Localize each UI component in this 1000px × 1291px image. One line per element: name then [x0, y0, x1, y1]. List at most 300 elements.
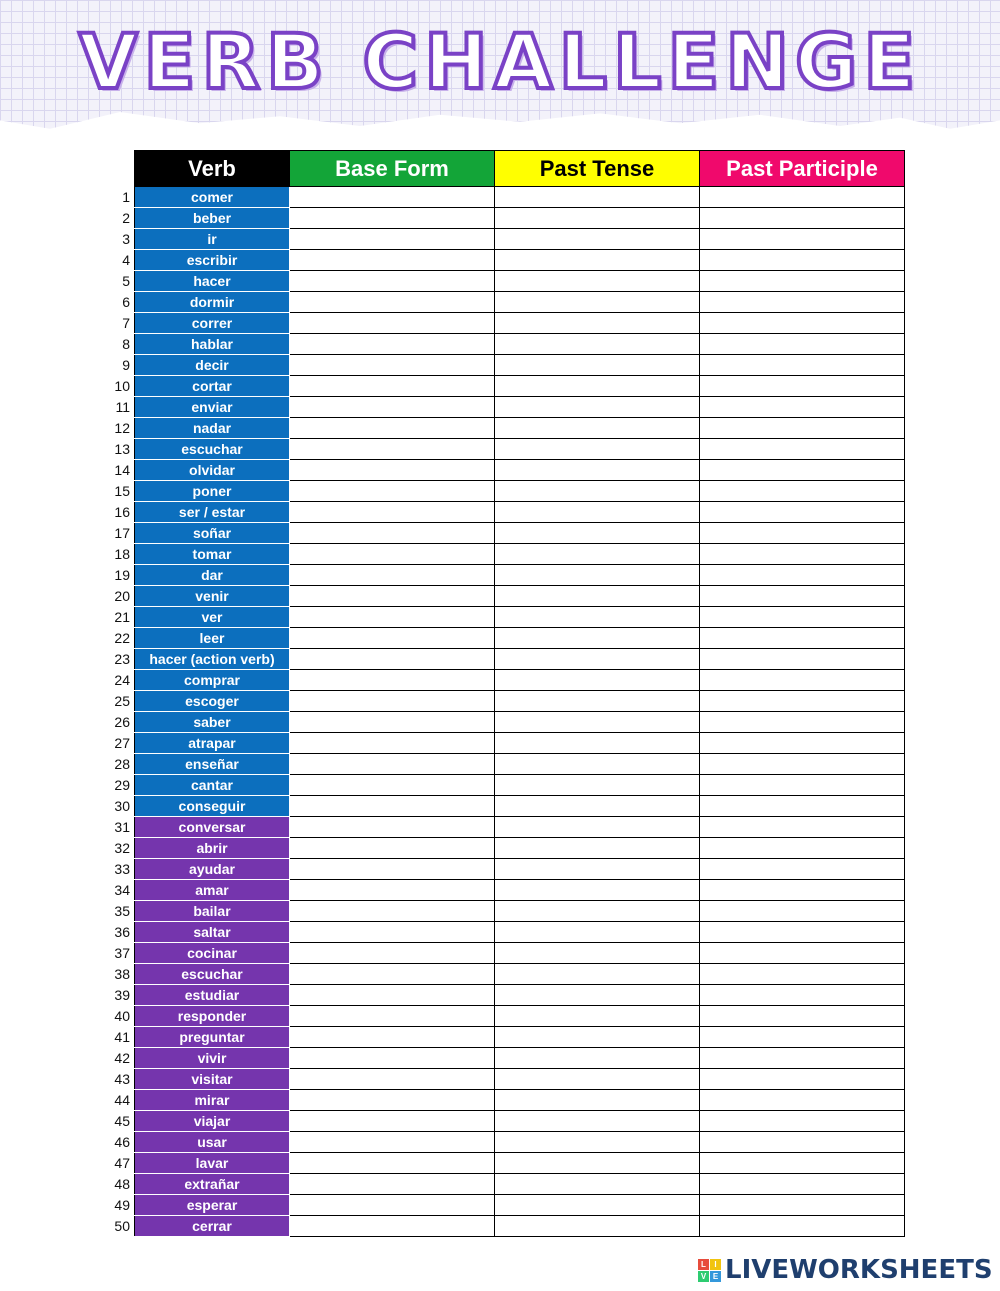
table-row [100, 712, 905, 733]
table-row [100, 250, 905, 271]
logo-block: L [698, 1259, 709, 1270]
past-tense-input[interactable] [495, 1132, 700, 1153]
verb-cell: enviar [135, 397, 290, 418]
past-tense-input[interactable] [495, 922, 700, 943]
past-participle-input[interactable] [700, 523, 905, 544]
row-number: 28 [114, 756, 130, 772]
verb-cell: escuchar [135, 439, 290, 460]
past-participle-input[interactable] [700, 355, 905, 376]
past-participle-input[interactable] [700, 607, 905, 628]
verb-cell: amar [135, 880, 290, 901]
verb-cell: nadar [135, 418, 290, 439]
past-tense-input[interactable] [495, 418, 700, 439]
past-participle-input[interactable] [700, 586, 905, 607]
verb-cell: cortar [135, 376, 290, 397]
verb-cell: hacer (action verb) [135, 649, 290, 670]
verb-cell: estudiar [135, 985, 290, 1006]
verb-cell: dormir [135, 292, 290, 313]
table-row [100, 838, 905, 859]
past-participle-input[interactable] [700, 313, 905, 334]
past-tense-input[interactable] [495, 229, 700, 250]
base-form-input[interactable] [290, 817, 495, 838]
header-past-participle: Past Participle [700, 151, 905, 187]
past-participle-input[interactable] [700, 943, 905, 964]
past-tense-input[interactable] [495, 439, 700, 460]
base-form-input[interactable] [290, 355, 495, 376]
verb-cell: responder [135, 1006, 290, 1027]
past-participle-input[interactable] [700, 565, 905, 586]
base-form-input[interactable] [290, 1006, 495, 1027]
base-form-input[interactable] [290, 460, 495, 481]
base-form-input[interactable] [290, 628, 495, 649]
logo-block: V [698, 1271, 709, 1282]
past-participle-input[interactable] [700, 292, 905, 313]
verb-table [100, 150, 905, 1237]
verb-cell: olvidar [135, 460, 290, 481]
base-form-input[interactable] [290, 1216, 495, 1237]
verb-cell: ayudar [135, 859, 290, 880]
table-row [100, 1174, 905, 1195]
verb-cell: abrir [135, 838, 290, 859]
past-tense-input[interactable] [495, 355, 700, 376]
past-tense-input[interactable] [495, 397, 700, 418]
past-tense-input[interactable] [495, 838, 700, 859]
base-form-input[interactable] [290, 901, 495, 922]
row-number: 7 [122, 315, 130, 331]
base-form-input[interactable] [290, 880, 495, 901]
table-row [100, 334, 905, 355]
past-tense-input[interactable] [495, 796, 700, 817]
verb-cell: conseguir [135, 796, 290, 817]
row-number: 26 [114, 714, 130, 730]
row-number: 43 [114, 1071, 130, 1087]
table-row [100, 985, 905, 1006]
row-number: 16 [114, 504, 130, 520]
past-tense-input[interactable] [495, 649, 700, 670]
past-tense-input[interactable] [495, 1111, 700, 1132]
row-number: 32 [114, 840, 130, 856]
base-form-input[interactable] [290, 313, 495, 334]
past-participle-input[interactable] [700, 250, 905, 271]
past-tense-input[interactable] [495, 586, 700, 607]
verb-cell: bailar [135, 901, 290, 922]
table-row [100, 1048, 905, 1069]
base-form-input[interactable] [290, 250, 495, 271]
verb-cell: hacer [135, 271, 290, 292]
header-row [100, 151, 905, 187]
past-tense-input[interactable] [495, 1216, 700, 1237]
base-form-input[interactable] [290, 922, 495, 943]
base-form-input[interactable] [290, 712, 495, 733]
base-form-input[interactable] [290, 859, 495, 880]
past-tense-input[interactable] [495, 754, 700, 775]
verb-cell: leer [135, 628, 290, 649]
past-participle-input[interactable] [700, 838, 905, 859]
table-row [100, 754, 905, 775]
base-form-input[interactable] [290, 649, 495, 670]
table-row [100, 1006, 905, 1027]
verb-cell: lavar [135, 1153, 290, 1174]
past-tense-input[interactable] [495, 1153, 700, 1174]
base-form-input[interactable] [290, 376, 495, 397]
past-participle-input[interactable] [700, 376, 905, 397]
table-row [100, 460, 905, 481]
past-participle-input[interactable] [700, 817, 905, 838]
page-title: VERB CHALLENGE [78, 17, 922, 106]
past-participle-input[interactable] [700, 733, 905, 754]
past-participle-input[interactable] [700, 922, 905, 943]
table-row [100, 691, 905, 712]
past-tense-input[interactable] [495, 1048, 700, 1069]
base-form-input[interactable] [290, 754, 495, 775]
past-participle-input[interactable] [700, 439, 905, 460]
row-number: 48 [114, 1176, 130, 1192]
past-tense-input[interactable] [495, 502, 700, 523]
base-form-input[interactable] [290, 397, 495, 418]
past-tense-input[interactable] [495, 943, 700, 964]
verb-cell: escribir [135, 250, 290, 271]
past-participle-input[interactable] [700, 796, 905, 817]
verb-cell: venir [135, 586, 290, 607]
base-form-input[interactable] [290, 208, 495, 229]
logo-blocks-icon [698, 1259, 721, 1282]
row-number: 37 [114, 945, 130, 961]
table-row [100, 649, 905, 670]
past-tense-input[interactable] [495, 334, 700, 355]
row-number: 24 [114, 672, 130, 688]
logo-block: E [710, 1271, 721, 1282]
past-tense-input[interactable] [495, 460, 700, 481]
past-participle-input[interactable] [700, 775, 905, 796]
past-tense-input[interactable] [495, 733, 700, 754]
past-participle-input[interactable] [700, 502, 905, 523]
row-number: 31 [114, 819, 130, 835]
table-row [100, 670, 905, 691]
row-number: 23 [114, 651, 130, 667]
row-number: 17 [114, 525, 130, 541]
verb-cell: ir [135, 229, 290, 250]
row-number: 50 [114, 1218, 130, 1234]
row-number: 14 [114, 462, 130, 478]
base-form-input[interactable] [290, 418, 495, 439]
verb-cell: cantar [135, 775, 290, 796]
row-number: 29 [114, 777, 130, 793]
base-form-input[interactable] [290, 670, 495, 691]
row-number: 42 [114, 1050, 130, 1066]
row-number: 45 [114, 1113, 130, 1129]
verb-cell: decir [135, 355, 290, 376]
past-tense-input[interactable] [495, 964, 700, 985]
table-row [100, 502, 905, 523]
past-participle-input[interactable] [700, 901, 905, 922]
past-participle-input[interactable] [700, 1174, 905, 1195]
table-row [100, 628, 905, 649]
past-tense-input[interactable] [495, 565, 700, 586]
past-tense-input[interactable] [495, 250, 700, 271]
verb-cell: dar [135, 565, 290, 586]
verb-cell: vivir [135, 1048, 290, 1069]
table-row [100, 208, 905, 229]
row-number: 22 [114, 630, 130, 646]
past-tense-input[interactable] [495, 1090, 700, 1111]
past-participle-input[interactable] [700, 1048, 905, 1069]
past-tense-input[interactable] [495, 523, 700, 544]
row-number: 13 [114, 441, 130, 457]
base-form-input[interactable] [290, 838, 495, 859]
table-row [100, 607, 905, 628]
past-participle-input[interactable] [700, 1195, 905, 1216]
table-row [100, 796, 905, 817]
verb-cell: esperar [135, 1195, 290, 1216]
past-tense-input[interactable] [495, 1006, 700, 1027]
table-row [100, 229, 905, 250]
verb-cell: soñar [135, 523, 290, 544]
base-form-input[interactable] [290, 733, 495, 754]
past-participle-input[interactable] [700, 712, 905, 733]
past-tense-input[interactable] [495, 1174, 700, 1195]
row-number: 44 [114, 1092, 130, 1108]
base-form-input[interactable] [290, 565, 495, 586]
row-number: 40 [114, 1008, 130, 1024]
table-row [100, 817, 905, 838]
liveworksheets-logo [698, 1254, 993, 1286]
table-row [100, 1153, 905, 1174]
past-participle-input[interactable] [700, 691, 905, 712]
past-tense-input[interactable] [495, 901, 700, 922]
base-form-input[interactable] [290, 607, 495, 628]
row-number: 21 [114, 609, 130, 625]
base-form-input[interactable] [290, 1069, 495, 1090]
past-participle-input[interactable] [700, 628, 905, 649]
table-row [100, 271, 905, 292]
row-number: 12 [114, 420, 130, 436]
past-participle-input[interactable] [700, 649, 905, 670]
verb-cell: ver [135, 607, 290, 628]
base-form-input[interactable] [290, 586, 495, 607]
table-row [100, 1195, 905, 1216]
table-row [100, 187, 905, 208]
past-tense-input[interactable] [495, 292, 700, 313]
row-number: 5 [122, 273, 130, 289]
past-participle-input[interactable] [700, 418, 905, 439]
verb-cell: ser / estar [135, 502, 290, 523]
table-row [100, 523, 905, 544]
row-number: 9 [122, 357, 130, 373]
past-tense-input[interactable] [495, 880, 700, 901]
past-participle-input[interactable] [700, 460, 905, 481]
table-row [100, 859, 905, 880]
verb-cell: cerrar [135, 1216, 290, 1237]
past-participle-input[interactable] [700, 544, 905, 565]
row-number: 25 [114, 693, 130, 709]
table-row [100, 880, 905, 901]
base-form-input[interactable] [290, 1090, 495, 1111]
past-tense-input[interactable] [495, 1195, 700, 1216]
verb-rows [100, 187, 905, 1237]
past-participle-input[interactable] [700, 1153, 905, 1174]
verb-cell: extrañar [135, 1174, 290, 1195]
base-form-input[interactable] [290, 334, 495, 355]
past-participle-input[interactable] [700, 481, 905, 502]
table-row [100, 1132, 905, 1153]
past-participle-input[interactable] [700, 1069, 905, 1090]
base-form-input[interactable] [290, 775, 495, 796]
row-number: 46 [114, 1134, 130, 1150]
past-participle-input[interactable] [700, 1006, 905, 1027]
row-number: 1 [122, 189, 130, 205]
verb-cell: atrapar [135, 733, 290, 754]
past-tense-input[interactable] [495, 691, 700, 712]
table-row [100, 544, 905, 565]
base-form-input[interactable] [290, 1153, 495, 1174]
verb-cell: saltar [135, 922, 290, 943]
table-row [100, 418, 905, 439]
row-number: 4 [122, 252, 130, 268]
verb-cell: viajar [135, 1111, 290, 1132]
past-tense-input[interactable] [495, 187, 700, 208]
base-form-input[interactable] [290, 1195, 495, 1216]
table-row [100, 586, 905, 607]
table-row [100, 565, 905, 586]
table-row [100, 733, 905, 754]
past-participle-input[interactable] [700, 271, 905, 292]
row-number: 41 [114, 1029, 130, 1045]
row-number: 35 [114, 903, 130, 919]
row-number: 39 [114, 987, 130, 1003]
header-verb: Verb [135, 151, 290, 187]
past-tense-input[interactable] [495, 481, 700, 502]
past-participle-input[interactable] [700, 754, 905, 775]
base-form-input[interactable] [290, 985, 495, 1006]
base-form-input[interactable] [290, 1048, 495, 1069]
past-tense-input[interactable] [495, 313, 700, 334]
verb-cell: tomar [135, 544, 290, 565]
past-tense-input[interactable] [495, 628, 700, 649]
row-number: 15 [114, 483, 130, 499]
base-form-input[interactable] [290, 1132, 495, 1153]
row-number: 33 [114, 861, 130, 877]
past-participle-input[interactable] [700, 1216, 905, 1237]
past-participle-input[interactable] [700, 670, 905, 691]
past-participle-input[interactable] [700, 964, 905, 985]
table-row [100, 313, 905, 334]
row-number: 34 [114, 882, 130, 898]
header-base-form: Base Form [290, 151, 495, 187]
row-number: 3 [122, 231, 130, 247]
verb-cell: escoger [135, 691, 290, 712]
past-tense-input[interactable] [495, 670, 700, 691]
base-form-input[interactable] [290, 271, 495, 292]
table-row [100, 943, 905, 964]
table-row [100, 1090, 905, 1111]
verb-cell: comprar [135, 670, 290, 691]
past-participle-input[interactable] [700, 859, 905, 880]
row-number: 49 [114, 1197, 130, 1213]
past-participle-input[interactable] [700, 334, 905, 355]
base-form-input[interactable] [290, 1027, 495, 1048]
verb-cell: mirar [135, 1090, 290, 1111]
table-row [100, 964, 905, 985]
verb-cell: enseñar [135, 754, 290, 775]
base-form-input[interactable] [290, 502, 495, 523]
past-tense-input[interactable] [495, 1027, 700, 1048]
base-form-input[interactable] [290, 1174, 495, 1195]
base-form-input[interactable] [290, 229, 495, 250]
base-form-input[interactable] [290, 523, 495, 544]
past-participle-input[interactable] [700, 1132, 905, 1153]
past-participle-input[interactable] [700, 985, 905, 1006]
row-number: 36 [114, 924, 130, 940]
base-form-input[interactable] [290, 796, 495, 817]
past-tense-input[interactable] [495, 271, 700, 292]
table-row [100, 439, 905, 460]
past-tense-input[interactable] [495, 775, 700, 796]
past-tense-input[interactable] [495, 208, 700, 229]
past-tense-input[interactable] [495, 607, 700, 628]
past-tense-input[interactable] [495, 817, 700, 838]
logo-text: LIVEWORKSHEETS [725, 1255, 993, 1285]
table-row [100, 775, 905, 796]
row-number: 2 [122, 210, 130, 226]
past-tense-input[interactable] [495, 859, 700, 880]
table-row [100, 355, 905, 376]
base-form-input[interactable] [290, 691, 495, 712]
table-row [100, 922, 905, 943]
table-row [100, 901, 905, 922]
base-form-input[interactable] [290, 439, 495, 460]
past-participle-input[interactable] [700, 1090, 905, 1111]
base-form-input[interactable] [290, 292, 495, 313]
past-tense-input[interactable] [495, 376, 700, 397]
base-form-input[interactable] [290, 544, 495, 565]
header-past-tense: Past Tense [495, 151, 700, 187]
base-form-input[interactable] [290, 481, 495, 502]
past-tense-input[interactable] [495, 712, 700, 733]
table-row [100, 1027, 905, 1048]
table-row [100, 1069, 905, 1090]
row-number: 27 [114, 735, 130, 751]
past-tense-input[interactable] [495, 1069, 700, 1090]
verb-cell: saber [135, 712, 290, 733]
verb-cell: usar [135, 1132, 290, 1153]
past-participle-input[interactable] [700, 229, 905, 250]
past-tense-input[interactable] [495, 544, 700, 565]
row-number: 8 [122, 336, 130, 352]
base-form-input[interactable] [290, 187, 495, 208]
past-tense-input[interactable] [495, 985, 700, 1006]
past-participle-input[interactable] [700, 187, 905, 208]
row-number: 30 [114, 798, 130, 814]
table-row [100, 376, 905, 397]
table-row [100, 1216, 905, 1237]
base-form-input[interactable] [290, 1111, 495, 1132]
base-form-input[interactable] [290, 943, 495, 964]
past-participle-input[interactable] [700, 880, 905, 901]
row-number: 19 [114, 567, 130, 583]
past-participle-input[interactable] [700, 1027, 905, 1048]
past-participle-input[interactable] [700, 397, 905, 418]
row-number: 20 [114, 588, 130, 604]
verb-cell: poner [135, 481, 290, 502]
past-participle-input[interactable] [700, 1111, 905, 1132]
past-participle-input[interactable] [700, 208, 905, 229]
row-number: 47 [114, 1155, 130, 1171]
number-header [100, 151, 135, 187]
base-form-input[interactable] [290, 964, 495, 985]
verb-cell: preguntar [135, 1027, 290, 1048]
row-number: 6 [122, 294, 130, 310]
table-row [100, 481, 905, 502]
